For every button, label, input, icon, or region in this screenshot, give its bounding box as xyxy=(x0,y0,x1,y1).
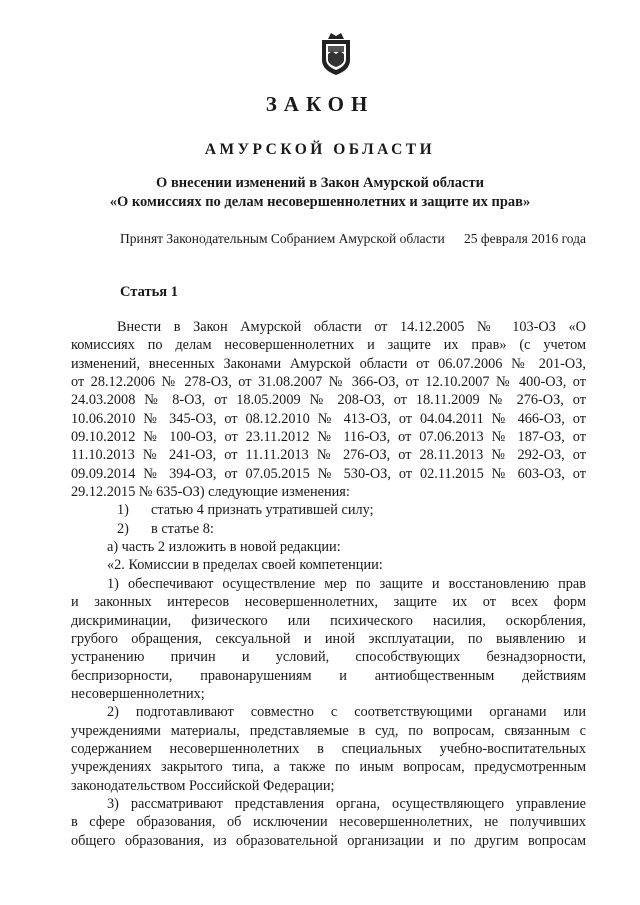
document-title: ЗАКОН xyxy=(265,92,375,116)
text-line: учреждениями материалы, представляемые в суд, по вопросам, связанным с xyxy=(71,722,586,739)
adoption-date: 25 февраля 2016 года xyxy=(464,231,586,246)
subtitle-line: О внесении изменений в Закон Амурской области xyxy=(156,175,484,191)
text-line: общего образования, из образовательной организации и по другим вопросам xyxy=(71,832,586,849)
article-heading: Статья 1 xyxy=(120,284,178,300)
text-line: изменений, внесенных Законами Амурской области от 06.07.2006 № 201-ОЗ, xyxy=(71,355,586,372)
text-line: учреждениях закрытого типа, а также по иным вопросам, предусмотренным xyxy=(71,759,586,776)
list-item-text: в статье 8: xyxy=(151,520,214,537)
list-item xyxy=(71,501,586,519)
subtitle-line: «О комиссиях по делам несовершеннолетних и защите их прав» xyxy=(109,194,531,210)
text-line: от 28.12.2006 № 278-ОЗ, от 31.08.2007 № 366-ОЗ, от 12.10.2007 № 400-ОЗ, от xyxy=(71,374,586,391)
text-line: в сфере образования, об исключении несовершеннолетних, не получивших xyxy=(71,814,586,831)
text-line: «2. Комиссии в пределах своей компетенции: xyxy=(107,557,383,574)
text-line: а) часть 2 изложить в новой редакции: xyxy=(107,539,341,556)
text-line: 10.06.2010 № 345-ОЗ, от 08.12.2010 № 413-ОЗ, от 04.04.2011 № 466-ОЗ, от xyxy=(71,410,586,427)
adopted-by: Принят Законодательным Собранием Амурской области xyxy=(120,231,445,246)
region-title: АМУРСКОЙ ОБЛАСТИ xyxy=(204,141,436,158)
text-line: грубого обращения, сексуальной и иной эксплуатации, по выявлению и xyxy=(71,630,586,647)
text-line: 3) рассматривают представления органа, осуществляющего управление xyxy=(107,795,586,812)
list-item-text: статью 4 признать утратившей силу; xyxy=(151,502,374,519)
text-line: несовершеннолетних; xyxy=(71,685,205,702)
text-line: 24.03.2008 № 8-ОЗ, от 18.05.2009 № 208-ОЗ, от 18.11.2009 № 276-ОЗ, от xyxy=(71,392,586,409)
text-line: беспризорности, правонарушениям и антиобщественным действиям xyxy=(71,667,586,684)
text-line: 29.12.2015 № 635-ОЗ) следующие изменения: xyxy=(71,484,350,501)
text-line: 1) обеспечивают осуществление мер по защите и восстановлению прав xyxy=(107,575,586,592)
list-item xyxy=(71,520,586,538)
text-line: комиссиях по делам несовершеннолетних и защите их прав» (с учетом xyxy=(71,337,586,354)
text-line: законодательством Российской Федерации; xyxy=(71,777,335,794)
adoption-line xyxy=(120,231,586,251)
amur-region-coat-of-arms-icon xyxy=(318,30,354,76)
text-line: содержанием несовершеннолетних в специальных учебно-воспитательных xyxy=(71,740,586,757)
text-line: 11.10.2013 № 241-ОЗ, от 11.11.2013 № 276-ОЗ, от 28.11.2013 № 292-ОЗ, от xyxy=(71,447,586,464)
text-line: устранению причин и условий, способствующих безнадзорности, xyxy=(71,649,586,666)
text-line: Внести в Закон Амурской области от 14.12.2005 № 103-ОЗ «О xyxy=(117,319,586,335)
text-line: 09.10.2012 № 100-ОЗ, от 23.11.2012 № 116-ОЗ, от 07.06.2013 № 187-ОЗ, от xyxy=(71,429,586,446)
law-subtitle xyxy=(0,174,640,212)
text-line: 09.09.2014 № 394-ОЗ, от 07.05.2015 № 530-ОЗ, от 02.11.2015 № 603-ОЗ, от xyxy=(71,465,586,482)
article-body xyxy=(71,318,586,850)
text-line: 2) подготавливают совместно с соответствующими органами или xyxy=(107,704,586,721)
text-line: и законных интересов несовершеннолетних, защите их от всех форм xyxy=(71,594,586,611)
list-item-number: 2) xyxy=(117,520,129,537)
list-item-number: 1) xyxy=(117,502,129,519)
text-line: дискриминации, физического или психического насилия, оскорбления, xyxy=(71,612,586,629)
